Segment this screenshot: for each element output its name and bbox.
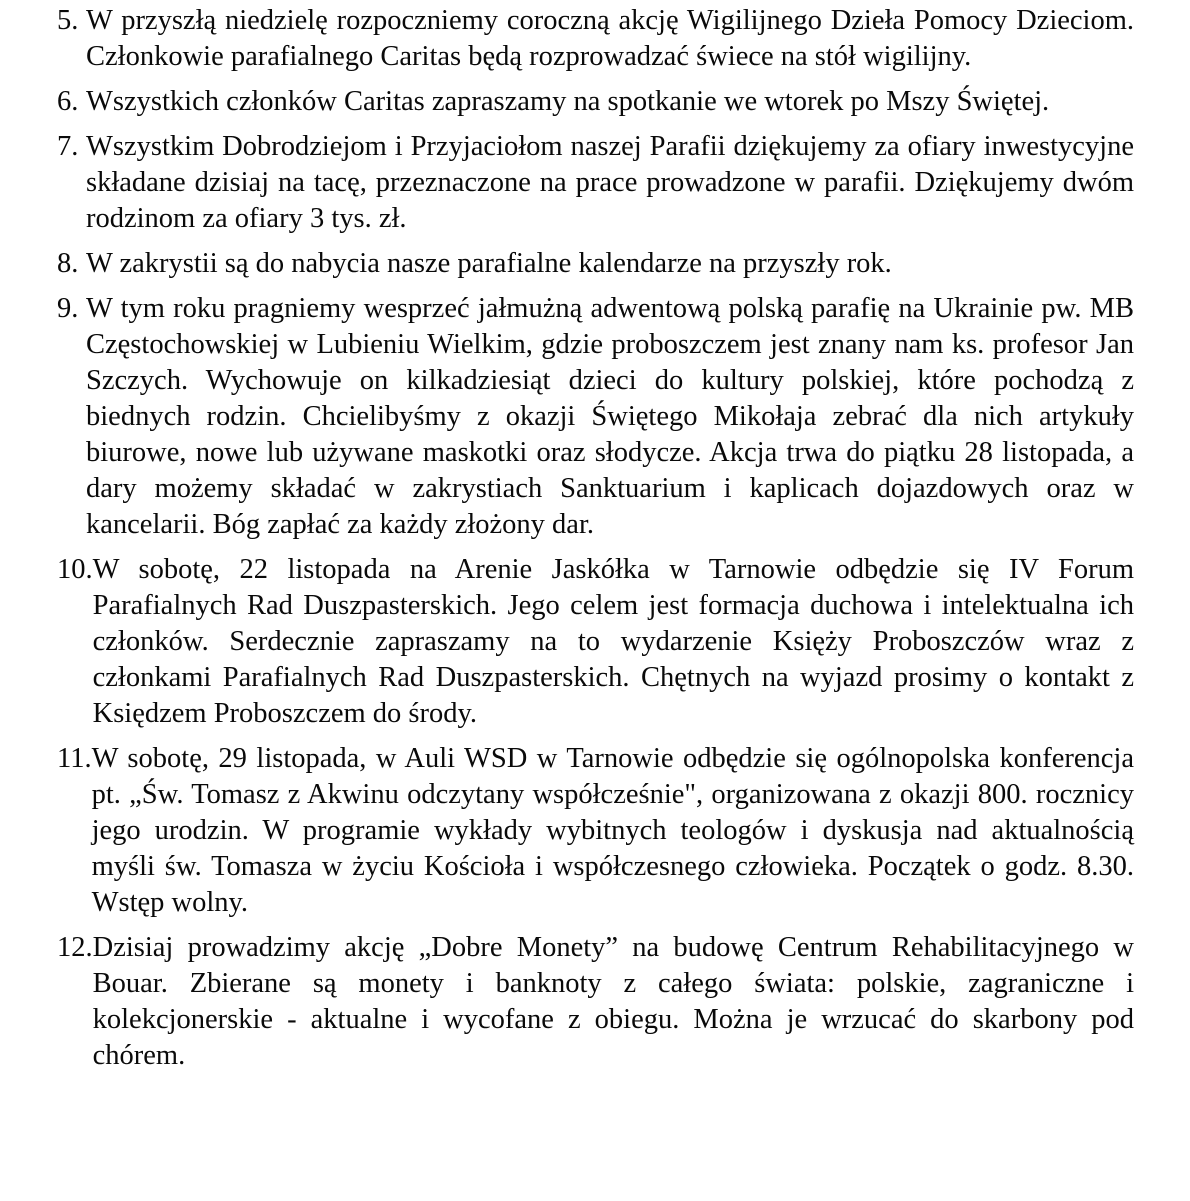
announcement-item-5 xyxy=(57,3,1134,75)
item-number: 8. xyxy=(57,248,79,279)
announcement-item-9 xyxy=(57,291,1134,543)
item-text: W przyszłą niedzielę rozpoczniemy coroczną akcję Wigilijnego Dzieła Pomocy Dzieciom. Członkowie parafialnego Caritas będą rozprowadzać świece na stół wigilijny. xyxy=(86,5,1134,72)
item-number: 9. xyxy=(57,293,79,324)
item-number: 12. xyxy=(57,932,93,963)
announcement-item-11 xyxy=(57,741,1134,921)
item-text: Wszystkim Dobrodziejom i Przyjaciołom naszej Parafii dziękujemy za ofiary inwestycyjne składane dzisiaj na tacę, przeznaczone na prace prowadzone w parafii. Dziękujemy dwóm rodzinom za ofiary 3 tys. zł. xyxy=(86,131,1134,234)
item-text: Wszystkich członków Caritas zapraszamy na spotkanie we wtorek po Mszy Świętej. xyxy=(86,86,1050,117)
announcement-item-12 xyxy=(57,930,1134,1074)
item-text: W tym roku pragniemy wesprzeć jałmużną adwentową polską parafię na Ukrainie pw. MB Częstochowskiej w Lubieniu Wielkim, gdzie proboszczem jest znany nam ks. profesor Jan Szczych. Wychowuje on kilkadziesiąt dzieci do kultury polskiej, które pochodzą z biednych rodzin. Chcielibyśmy z okazji Świętego Mikołaja zebrać dla nich artykuły biurowe, nowe lub używane maskotki oraz słodycze. Akcja trwa do piątku 28 listopada, a dary możemy składać w zakrystiach Sanktuarium i kaplicach dojazdowych oraz w kancelarii. Bóg zapłać za każdy złożony dar. xyxy=(86,293,1134,540)
announcements-list xyxy=(57,3,1134,1083)
item-text: W sobotę, 29 listopada, w Auli WSD w Tarnowie odbędzie się ogólnopolska konferencja pt. „Św. Tomasz z Akwinu odczytany współcześnie", organizowana z okazji 800. rocznicy jego urodzin. W programie wykłady wybitnych teologów i dyskusja nad aktualnością myśli św. Tomasza w życiu Kościoła i współczesnego człowieka. Początek o godz. 8.30. Wstęp wolny. xyxy=(91,743,1134,918)
announcement-item-7 xyxy=(57,129,1134,237)
item-text: Dzisiaj prowadzimy akcję „Dobre Monety” na budowę Centrum Rehabilitacyjnego w Bouar. Zbierane są monety i banknoty z całego świata: polskie, zagraniczne i kolekcjonerskie - aktualne i wycofane z obiegu. Można je wrzucać do skarbony pod chórem. xyxy=(92,932,1134,1071)
item-number: 10. xyxy=(57,554,93,585)
item-text: W zakrystii są do nabycia nasze parafialne kalendarze na przyszły rok. xyxy=(86,248,892,279)
announcement-item-10 xyxy=(57,552,1134,732)
item-text: W sobotę, 22 listopada na Arenie Jaskółka w Tarnowie odbędzie się IV Forum Parafialnych Rad Duszpasterskich. Jego celem jest formacja duchowa i intelektualna ich członków. Serdecznie zapraszamy na to wydarzenie Księży Proboszczów wraz z członkami Parafialnych Rad Duszpasterskich. Chętnych na wyjazd prosimy o kontakt z Księdzem Proboszczem do środy. xyxy=(92,554,1134,729)
item-number: 11. xyxy=(57,743,92,774)
announcement-item-6 xyxy=(57,84,1134,120)
item-number: 6. xyxy=(57,86,79,117)
announcement-item-8 xyxy=(57,246,1134,282)
item-number: 7. xyxy=(57,131,79,162)
item-number: 5. xyxy=(57,5,79,36)
